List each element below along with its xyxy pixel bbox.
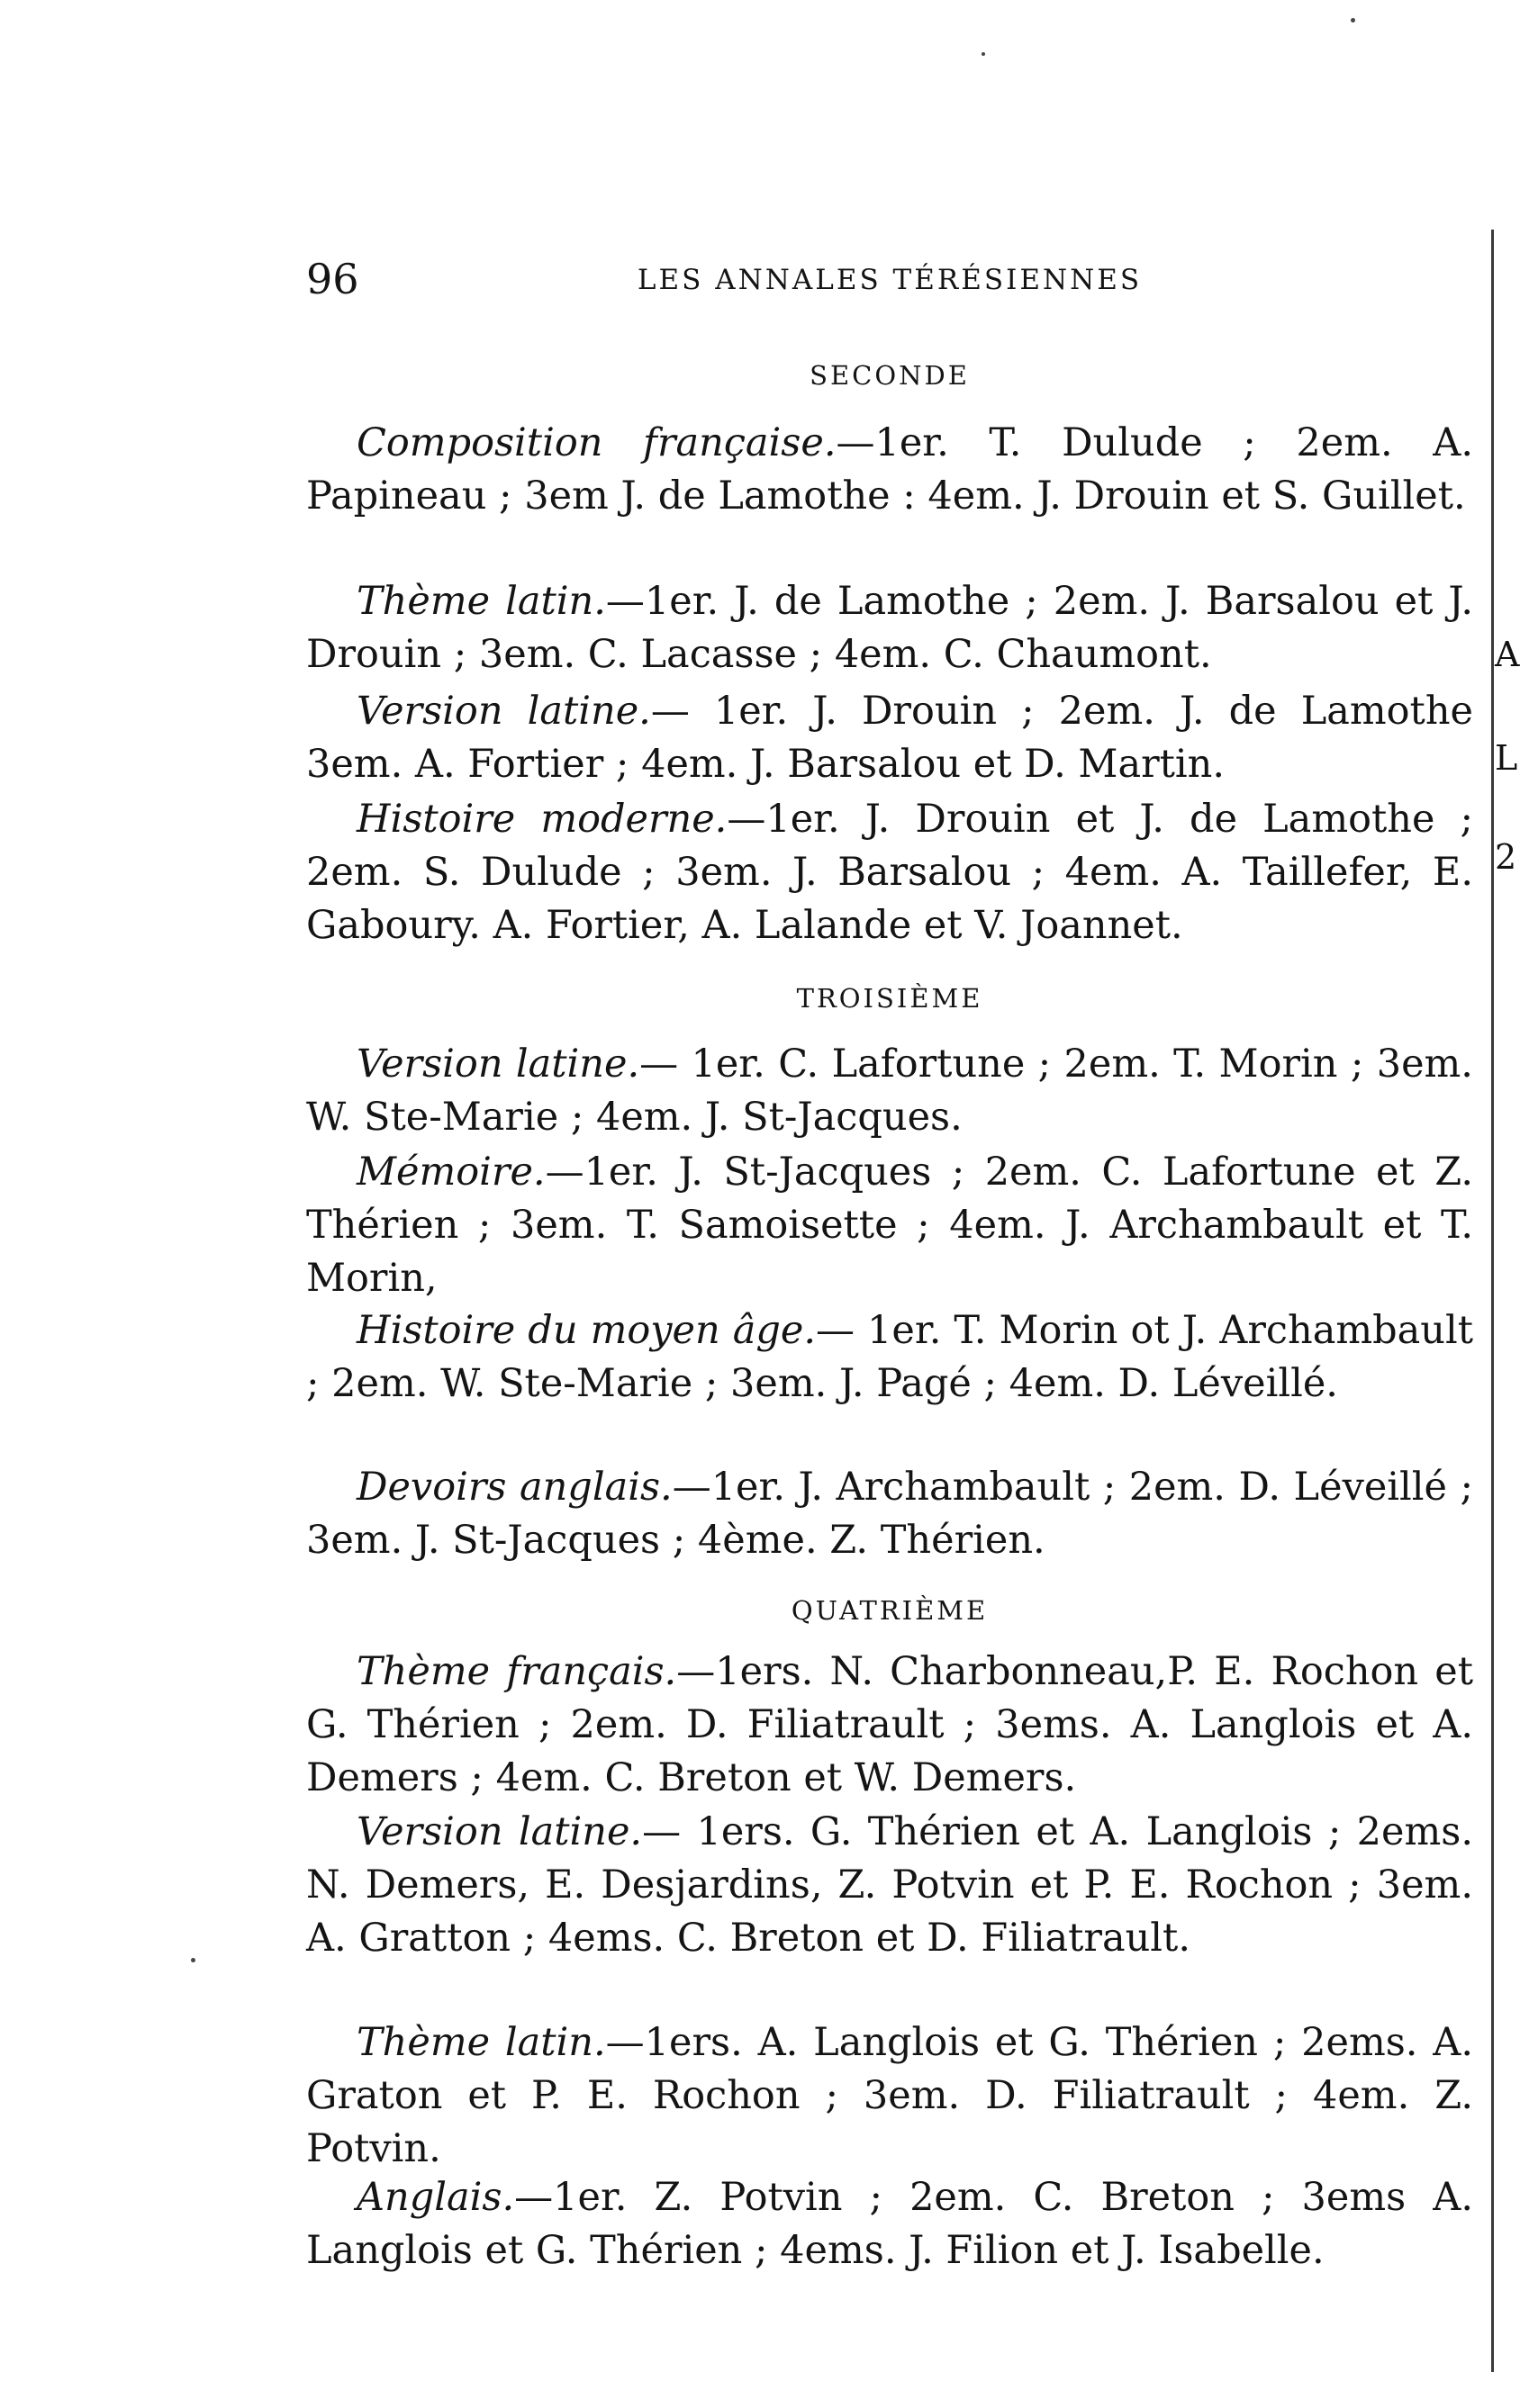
- entry-subject: Mémoire.: [357, 1150, 546, 1195]
- entry-subject: Anglais.: [357, 2175, 515, 2220]
- entry-subject: Devoirs anglais.: [357, 1465, 673, 1510]
- entry-text: —1er. Z. Potvin ; 2em. C. Breton ; 3ems A. Langlois et G. Thérien ; 4ems. J. Filion et J. Isabelle.: [306, 2175, 1473, 2273]
- prize-entry: [306, 685, 1473, 791]
- prize-entry: [306, 2016, 1473, 2176]
- entry-text: — 1er. T. Morin ot J. Archambault ; 2em. W. Ste-Marie ; 3em. J. Pagé ; 4em. D. Léveillé.: [306, 1308, 1473, 1406]
- entry-subject: Thème latin.: [357, 579, 606, 624]
- entry-text: — 1er. J. Drouin ; 2em. J. de Lamothe 3em. A. Fortier ; 4em. J. Barsalou et D. Martin.: [306, 689, 1473, 787]
- running-title: LES ANNALES TÉRÉSIENNES: [637, 264, 1143, 296]
- gutter-fragment-a: A: [1495, 635, 1520, 674]
- prize-entry: [306, 1304, 1473, 1411]
- scan-speck: [191, 1958, 195, 1962]
- scan-speck: [1351, 18, 1355, 23]
- section-heading-seconde: SECONDE: [810, 360, 970, 391]
- entry-text: — 1ers. G. Thérien et A. Langlois ; 2ems. N. Demers, E. Desjardins, Z. Potvin et P. E. Rochon ; 3em. A. Gratton ; 4ems. C. Breton et D. Filiatrault.: [306, 1809, 1473, 1961]
- entry-subject: Thème français.: [357, 1649, 677, 1694]
- prize-entry: [306, 575, 1473, 681]
- gutter-fragment-l: L: [1495, 738, 1518, 778]
- prize-entry: [306, 1038, 1473, 1144]
- prize-entry: [306, 1146, 1473, 1305]
- entry-subject: Histoire du moyen âge.: [357, 1308, 816, 1353]
- entry-text: —1er. J. de Lamothe ; 2em. J. Barsalou et J. Drouin ; 3em. C. Lacasse ; 4em. C. Chaumont.: [306, 579, 1473, 677]
- page-number: 96: [306, 255, 359, 303]
- entry-subject: Histoire moderne.: [357, 797, 728, 842]
- prize-entry: [306, 1806, 1473, 1965]
- entry-text: —1er. J. Drouin et J. de Lamothe ; 2em. S. Dulude ; 3em. J. Barsalou ; 4em. A. Taillefer, E. Gaboury. A. Fortier, A. Lalande et V. Joannet.: [306, 797, 1473, 948]
- scan-speck: [982, 52, 985, 56]
- section-heading-quatrieme: QUATRIÈME: [791, 1595, 989, 1626]
- entry-subject: Version latine.: [357, 689, 651, 734]
- prize-entry: [306, 1646, 1473, 1805]
- entry-text: —1er. T. Dulude ; 2em. A. Papineau ; 3em J. de Lamothe : 4em. J. Drouin et S. Guillet.: [306, 420, 1473, 519]
- page-header: [306, 255, 1473, 318]
- entry-text: —1ers. N. Charbonneau,P. E. Rochon et G. Thérien ; 2em. D. Filiatrault ; 3ems. A. Langlois et A. Demers ; 4em. C. Breton et W. Demers.: [306, 1649, 1474, 1800]
- entry-text: —1ers. A. Langlois et G. Thérien ; 2ems. A. Graton et P. E. Rochon ; 3em. D. Filiatrault ; 4em. Z. Potvin.: [306, 2020, 1474, 2171]
- prize-entry: [306, 1461, 1473, 1567]
- entry-subject: Version latine.: [357, 1809, 643, 1854]
- entry-subject: Thème latin.: [357, 2020, 606, 2065]
- prize-entry: [306, 2171, 1473, 2277]
- section-heading-troisieme: TROISIÈME: [796, 983, 983, 1014]
- entry-text: — 1er. C. Lafortune ; 2em. T. Morin ; 3em. W. Ste-Marie ; 4em. J. St-Jacques.: [306, 1042, 1473, 1140]
- entry-subject: Version latine.: [357, 1042, 640, 1087]
- gutter-fragment-2: 2: [1495, 837, 1517, 877]
- gutter-rule: [1491, 230, 1494, 2372]
- entry-text: —1er. J. St-Jacques ; 2em. C. Lafortune et Z. Thérien ; 3em. T. Samoisette ; 4em. J. Archambault et T. Morin,: [306, 1150, 1473, 1301]
- entry-subject: Composition française.: [357, 420, 837, 465]
- entry-text: —1er. J. Archambault ; 2em. D. Léveillé ; 3em. J. St-Jacques ; 4ème. Z. Thérien.: [306, 1465, 1473, 1563]
- prize-entry: [306, 793, 1473, 952]
- prize-entry: [306, 417, 1473, 523]
